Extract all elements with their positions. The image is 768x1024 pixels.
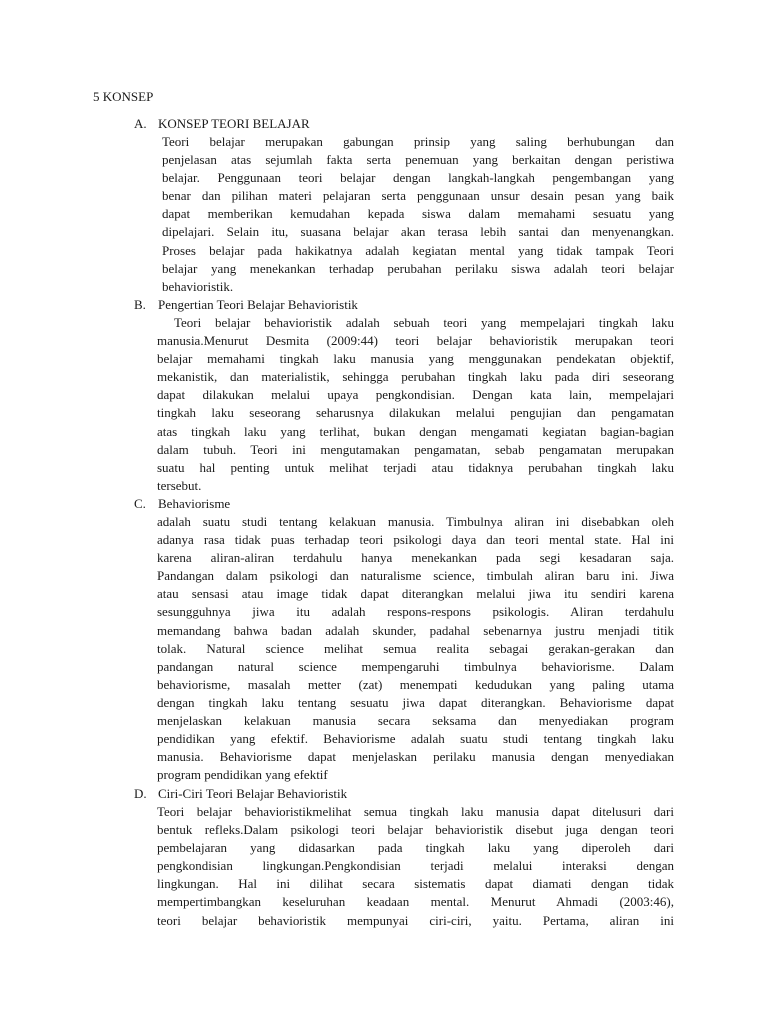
- paragraph-line: dapat memberikan kemudahan kepada siswa dalam memahami sesuatu yang: [162, 206, 674, 222]
- section-c-title: Behaviorisme: [158, 496, 231, 511]
- paragraph-line: dengan tingkah laku tentang sesuatu jiwa dapat diterangkan. Behaviorisme dapat: [157, 694, 674, 710]
- paragraph-line: manusia.Menurut Desmita (2009:44) teori belajar behavioristik merupakan teori: [157, 333, 674, 349]
- section-d-paragraph: [157, 803, 674, 930]
- section-b-paragraph: [157, 314, 674, 495]
- paragraph-line: manusia. Behaviorisme dapat menjelaskan perilaku manusia dengan menyediakan: [157, 749, 674, 765]
- paragraph-line: tolak. Natural science melihat semua realita sebagai gerakan-gerakan dan: [157, 640, 674, 656]
- section-a-title: KONSEP TEORI BELAJAR: [158, 116, 310, 131]
- section-d-heading: [134, 785, 347, 803]
- paragraph-line: Teori belajar merupakan gabungan prinsip yang saling berhubungan dan: [162, 134, 674, 149]
- paragraph-line: pengkondisian lingkungan.Pengkondisian terjadi melalui interaksi dengan: [157, 858, 674, 874]
- paragraph-line: dalam tubuh. Teori ini mengutamakan pengamatan, sebab pengamatan merupakan: [157, 441, 674, 457]
- section-c-paragraph: [157, 513, 674, 784]
- paragraph-line: belajar memahami tingkah laku manusia yang menggunakan pendekatan objektif,: [157, 351, 674, 367]
- section-b-letter: B.: [134, 297, 146, 312]
- paragraph-line: atas tingkah laku yang terlihat, bukan dengan mengamati kegiatan bagian-bagian: [157, 423, 674, 439]
- paragraph-line: bentuk refleks.Dalam psikologi teori belajar behavioristik disebut juga dengan teori: [157, 822, 674, 838]
- section-b-heading: [134, 296, 358, 314]
- section-b-title: Pengertian Teori Belajar Behavioristik: [158, 297, 358, 312]
- document-heading: 5 KONSEP: [93, 89, 154, 104]
- paragraph-line: suatu hal penting untuk melihat terjadi atau tidaknya perubahan tingkah laku: [157, 459, 674, 475]
- paragraph-line: belajar. Penggunaan teori belajar dengan langkah-langkah pengembangan yang: [162, 170, 674, 186]
- paragraph-line: adanya rasa tidak puas terhadap teori psikologi daya dan teori mental state. Hal ini: [157, 532, 674, 548]
- paragraph-line: lingkungan. Hal ini dilihat secara sistematis dapat diamati dengan tidak: [157, 876, 674, 892]
- paragraph-line: pembelajaran yang didasarkan pada tingkah laku yang diperoleh dari: [157, 840, 674, 856]
- paragraph-line: dapat dilakukan melalui upaya pengkondisian. Dengan kata lain, mempelajari: [157, 387, 674, 403]
- paragraph-line: memandang bahwa badan adalah skunder, padahal sebenarnya justru menjadi titik: [157, 622, 674, 638]
- paragraph-line: benar dan pilihan materi pelajaran serta penggunaan unsur desain pesan yang baik: [162, 188, 674, 204]
- paragraph-line: teori belajar behavioristik mempunyai ciri-ciri, yaitu. Pertama, aliran ini: [157, 912, 674, 928]
- paragraph-line: mempertimbangkan keseluruhan keadaan mental. Menurut Ahmadi (2003:46),: [157, 894, 674, 910]
- section-c-letter: C.: [134, 496, 146, 511]
- paragraph-line: Proses belajar pada hakikatnya adalah kegiatan mental yang tidak tampak Teori: [162, 242, 674, 258]
- paragraph-line: dipelajari. Selain itu, suasana belajar akan terasa lebih santai dan menyenangkan.: [162, 224, 674, 240]
- paragraph-line: tersebut.: [157, 477, 202, 493]
- paragraph-line: mekanistik, dan materialistik, sehingga perubahan tingkah laku pada diri seseorang: [157, 369, 674, 385]
- paragraph-line: karena aliran-aliran terdahulu hanya menekankan pada segi kesadaran saja.: [157, 550, 674, 566]
- section-c-heading: [134, 495, 230, 513]
- paragraph-line: Teori belajar behavioristikmelihat semua tingkah laku manusia dapat ditelusuri dari: [157, 804, 674, 819]
- section-a-letter: A.: [134, 116, 147, 131]
- paragraph-line: pendidikan yang efektif. Behaviorisme adalah suatu studi tentang tingkah laku: [157, 731, 674, 747]
- section-a-heading: [134, 115, 310, 133]
- paragraph-line: menjelaskan kelakuan manusia secara seksama dan menyediakan program: [157, 713, 674, 729]
- paragraph-line: pandangan natural science mempengaruhi timbulnya behaviorisme. Dalam: [157, 658, 674, 674]
- section-d-letter: D.: [134, 786, 147, 801]
- paragraph-line: belajar yang menekankan terhadap perubahan perilaku siswa adalah teori belajar: [162, 260, 674, 276]
- section-d-title: Ciri-Ciri Teori Belajar Behavioristik: [158, 786, 348, 801]
- paragraph-line: Pandangan dalam psikologi dan naturalisme science, timbulah aliran baru ini. Jiwa: [157, 568, 674, 584]
- paragraph-line: penjelasan atas sejumlah fakta serta penemuan yang berkaitan dengan peristiwa: [162, 152, 674, 168]
- paragraph-line: behavioristik.: [162, 278, 234, 294]
- paragraph-line: Teori belajar behavioristik adalah sebuah teori yang mempelajari tingkah laku: [174, 315, 674, 330]
- paragraph-line: tingkah laku seseorang seharusnya dilakukan melalui pengujian dan pengamatan: [157, 405, 674, 421]
- section-a-paragraph: [162, 133, 674, 296]
- paragraph-line: adalah suatu studi tentang kelakuan manusia. Timbulnya aliran ini disebabkan oleh: [157, 514, 674, 529]
- paragraph-line: atau sensasi atau image tidak dapat diterangkan melalui jiwa itu sendiri karena: [157, 586, 674, 602]
- paragraph-line: sesungguhnya jiwa itu adalah respons-respons psikologis. Aliran terdahulu: [157, 604, 674, 620]
- paragraph-line: behaviorisme, masalah metter (zat) menempati kedudukan yang paling utama: [157, 676, 674, 692]
- paragraph-line: program pendidikan yang efektif: [157, 767, 328, 783]
